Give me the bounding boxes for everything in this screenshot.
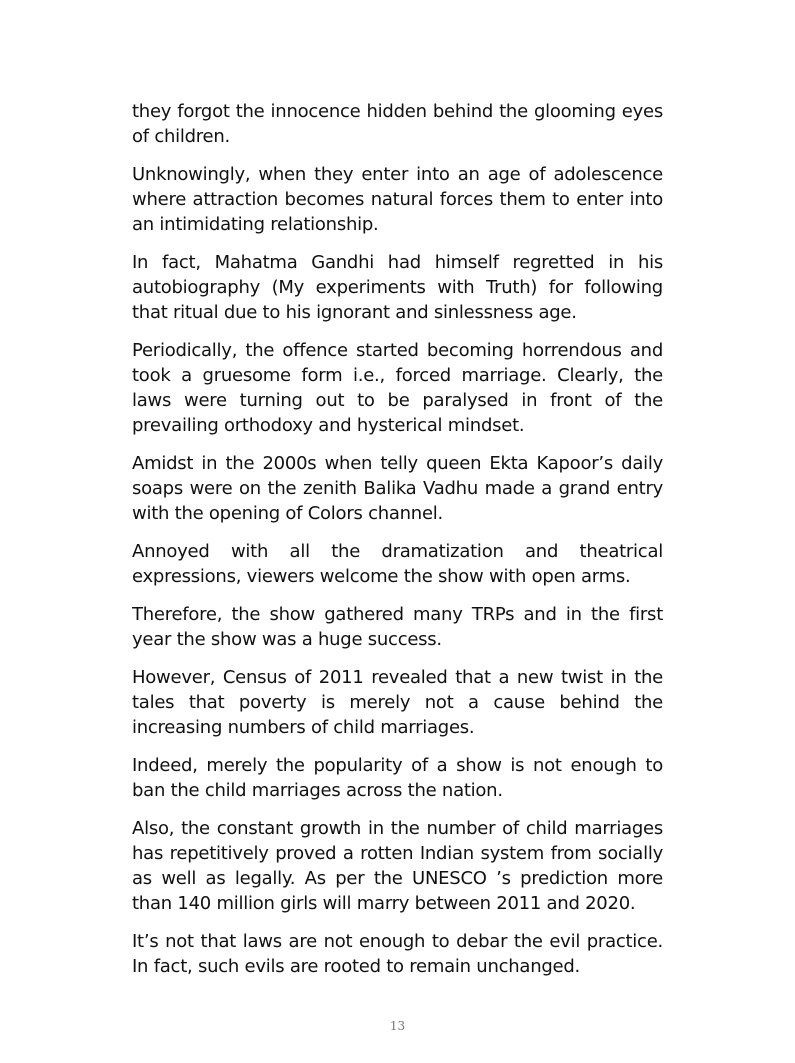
paragraph: Amidst in the 2000s when telly queen Ekta Kapoor’s daily soaps were on the zenith Balika Vadhu made a grand entry with the opening of Colors channel.	[132, 453, 663, 524]
paragraph: Periodically, the offence started becoming horrendous and took a gruesome form i.e., forced marriage. Clearly, the laws were turning out to be paralysed in front of the prevailing orthodoxy and hysterical mindset.	[132, 340, 663, 436]
paragraph: However, Census of 2011 revealed that a new twist in the tales that poverty is merely not a cause behind the increasing numbers of child marriages.	[132, 667, 663, 738]
paragraph: Indeed, merely the popularity of a show is not enough to ban the child marriages across the nation.	[132, 755, 663, 801]
paragraph: Also, the constant growth in the number of child marriages has repetitively proved a rotten Indian system from socially as well as legally. As per the UNESCO ’s prediction more than 140 million girls will marry between 2011 and 2020.	[132, 818, 663, 914]
body-text	[132, 99, 663, 992]
paragraph: It’s not that laws are not enough to debar the evil practice. In fact, such evils are rooted to remain unchanged.	[132, 931, 663, 977]
paragraph: Annoyed with all the dramatization and theatrical expressions, viewers welcome the show with open arms.	[132, 541, 663, 587]
paragraph: In fact, Mahatma Gandhi had himself regretted in his autobiography (My experiments with Truth) for following that ritual due to his ignorant and sinlessness age.	[132, 252, 663, 323]
page-number: 13	[389, 1019, 406, 1033]
paragraph: Therefore, the show gathered many TRPs and in the first year the show was a huge success.	[132, 604, 663, 650]
paragraph: they forgot the innocence hidden behind the glooming eyes of children.	[132, 101, 663, 147]
paragraph: Unknowingly, when they enter into an age of adolescence where attraction becomes natural forces them to enter into an intimidating relationship.	[132, 164, 663, 235]
